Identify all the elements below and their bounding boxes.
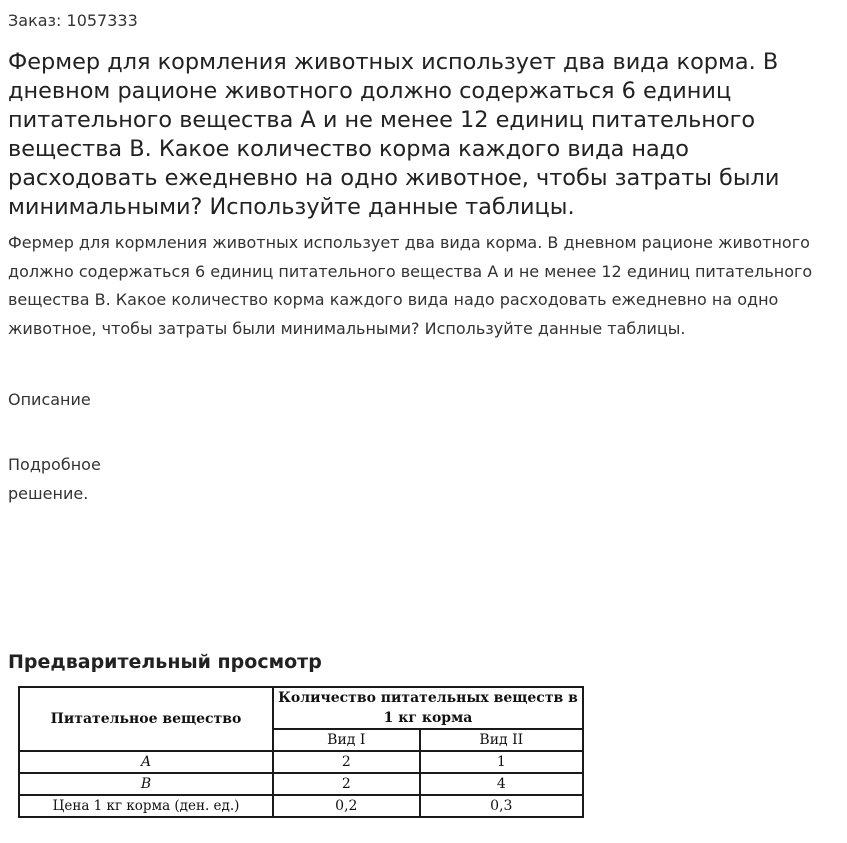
table-cell: 0,3 bbox=[420, 795, 583, 817]
table-cell: 0,2 bbox=[273, 795, 420, 817]
table-row-price bbox=[19, 795, 583, 817]
table-cell: 1 bbox=[420, 751, 583, 773]
table-header-row bbox=[19, 687, 583, 729]
preview-title: Предварительный просмотр bbox=[8, 651, 322, 673]
table-row bbox=[19, 751, 583, 773]
table-cell: 4 bbox=[420, 773, 583, 795]
row-name: A bbox=[19, 751, 273, 773]
price-label: Цена 1 кг корма (ден. ед.) bbox=[19, 795, 273, 817]
header-substance: Питательное вещество bbox=[19, 687, 273, 751]
task-title: Фермер для кормления животных использует два вида корма. В дневном рационе животного должно содержаться 6 единиц питательного вещества А и не менее 12 единиц питательного вещества В. Какое количество корма каждого вида надо расходовать ежедневно на одно животное, чтобы затраты были минимальными? Используйте данные таблицы. bbox=[8, 49, 780, 220]
detailed-solution-label: Подробное решение. bbox=[8, 455, 101, 503]
preview-image bbox=[18, 686, 584, 818]
task-description: Фермер для кормления животных использует два вида корма. В дневном рационе животного должно содержаться 6 единиц питательного вещества А и не менее 12 единиц питательного вещества В. Какое количество корма каждого вида надо расходовать ежедневно на одно животное, чтобы затраты были минимальными? Используйте данные таблицы. bbox=[8, 233, 813, 339]
nutrient-table bbox=[18, 686, 584, 818]
row-name: B bbox=[19, 773, 273, 795]
description-label: Описание bbox=[8, 390, 91, 409]
column-type-2: Вид II bbox=[420, 729, 583, 751]
table-cell: 2 bbox=[273, 751, 420, 773]
table-row bbox=[19, 773, 583, 795]
header-quantity: Количество питательных веществ в 1 кг корма bbox=[273, 687, 583, 729]
order-number: Заказ: 1057333 bbox=[8, 11, 138, 30]
table-cell: 2 bbox=[273, 773, 420, 795]
column-type-1: Вид I bbox=[273, 729, 420, 751]
